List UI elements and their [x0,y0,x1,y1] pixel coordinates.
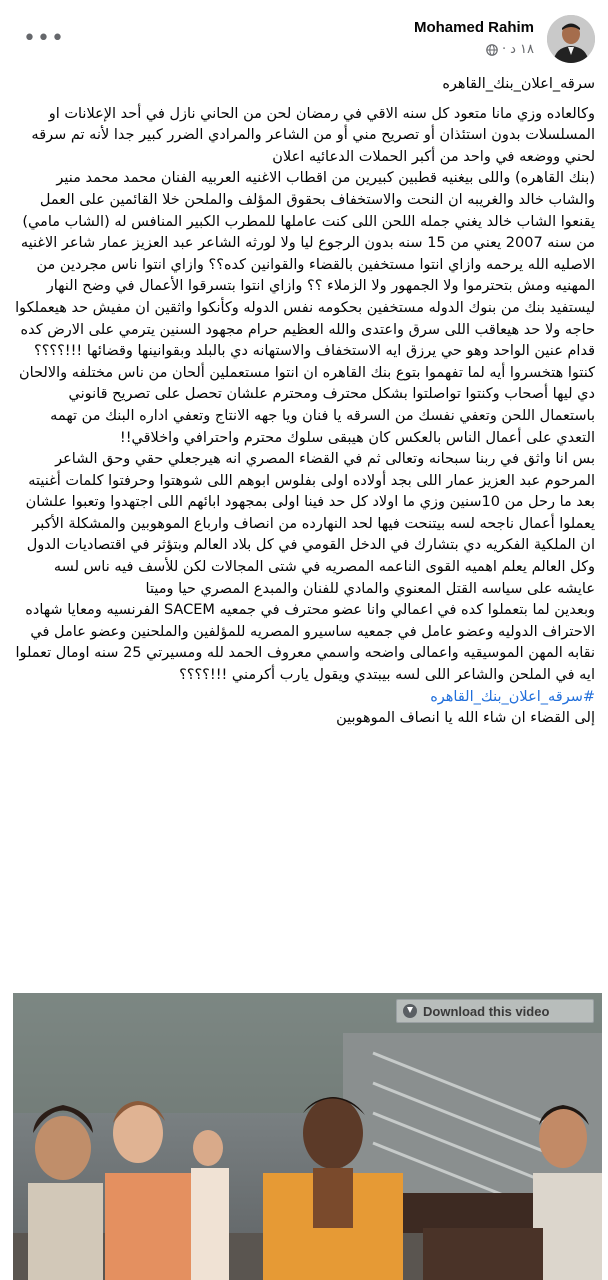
video-player[interactable] [13,993,602,1280]
post-paragraph: وبعدين لما بتعملوا كده في اعمالي وانا عضو محترف في جمعيه SACEM الفرنسيه ومعايا شهاده الاحتراف الدوليه وعضو عامل في جمعيه ساسيرو المصريه للمؤلفين والملحنين وعضو عامل في نقابه المهن الموسيقيه واعمالى واضحه واسمي معروف الحمد لله ومسيرتي 25 سنه اومال تعملوا ايه في الملحن والشاعر اللى لسه بيبتدي ويقول يارب أكرمني !!!؟؟؟؟ [15,602,595,684]
globe-icon [486,44,498,56]
download-video-button[interactable] [396,999,594,1023]
post-paragraph: (بنك القاهره) واللى بيغنيه قطبين كبيرين من اقطاب الاغنيه العربيه الفنان محمد محمد منير والشاب خالد والغريبه ان النحت والاستخفاف بحقوق المؤلف والملحن خلا القائمين على العمل يقنعوا الشاب خالد يغني جمله اللحن اللى كنت عاملها للمطرب الكبير المنافس له (الشاب مامي) من سنه 2007 يعني من 15 سنه بدون الرجوع ليا ولا لورثه الشاعر عبد العزيز عمار شاعر الاغنيه الاصليه الله يرحمه وازاي انتوا مستخفين بالقضاء والقوانين كده؟؟ وازاي انتوا ناس مجردين من المهنيه ومش بتحترموا ولا الجمهور ولا الزملاء ؟؟ وازاي انتوا بتسرقوا الأعمال في وضح النهار ليستفيد بنك من بنوك الدوله مستخفين بحكومه نفس الدوله وكأنكوا واثقين ان مفيش حد هيعملكوا حاجه ولا حد هيعاقب اللى سرق واعتدى والله العظيم حرام مجهود السنين يترمي على الارض كده قدام عنين الواحد وهو حي يرزق ايه الاستخفاف والاستهانه دي بالبلد وبقوانينها وقضائها !!!؟؟؟؟ [15,170,595,360]
post-header [0,0,608,72]
post-title-tag: سرقه_اعلان_بنك_القاهره [442,76,595,92]
author-name[interactable]: Mohamed Rahim [413,19,534,36]
post-paragraph: وكالعاده وزي مانا متعود كل سنه الاقي في رمضان لحن من الحاني نازل في أحد الإعلانات او المسلسلات بدون استئذان أو تصريح مني أو من الشاعر والمرادي الضرر كبير جدا لأنه تم سرقه لحني ووضعه في واحد من أكبر الحملات الدعائيه اعلان [31,105,595,165]
download-icon [403,1004,417,1018]
post-paragraph: بس انا واثق في ربنا سبحانه وتعالى ثم في القضاء المصري انه هيرجعلي حقي وحق الشاعر المرحوم عبد العزيز عمار اللى بجد أولاده اولى بفلوس ابوهم اللى شوهتوا وحرفتوا كلمات أغنيته بعد ما رحل من 10سنين وزي ما اولاد كل حد فينا اولى بمجهود ابائهم اللى اجتهدوا وتعبوا علشان يعملوا أعمال ناجحه لسه بيتنحت فيها لحد النهارده من انصاف وارباع الموهوبين والمشكلة الأكبر ان الملكية الفكريه دي بتشارك في الدخل القومي في كل بلاد العالم وبتؤثر في اقتصاديات الدول وكل العالم يعلم اهميه القوى الناعمه المصريه في شتى المجالات لكن للأسف فيه ناس لسه عايشه على سياسه القتل المعنوي والمادي للفنان والمبدع المصري حيا وميتا [25,451,595,597]
post-time[interactable]: ١٨ د [510,42,534,57]
post-meta: ١٨ د · [486,42,534,57]
download-label: Download this video [423,1003,550,1019]
post-body [14,74,595,730]
more-options-button[interactable]: ••• [23,25,65,51]
post-paragraph: كنتوا هتخسروا أيه لما تفهموا بتوع بنك القاهره ان انتوا مستعملين ألحان من ناس مختلفه والالحان دي ليها أصحاب وكنتوا تواصلتوا بشكل محترف ومحترم علشان تحصل على تصريح قانوني باستعمال اللحن وتعفي نفسك من السرقه يا فنان ويا جهه الانتاج وتعفي اداره البنك من تهمه التعدي على أعمال الناس بالعكس كان هيبقى سلوك محترم واحترافي واخلاقي!! [19,364,595,446]
post-closing: إلى القضاء ان شاء الله يا انصاف الموهوبين [336,710,595,727]
hashtag-link[interactable]: #سرقه_اعلان_بنك_القاهره [430,688,595,705]
author-avatar[interactable] [547,15,595,63]
video-frame [13,993,602,1280]
